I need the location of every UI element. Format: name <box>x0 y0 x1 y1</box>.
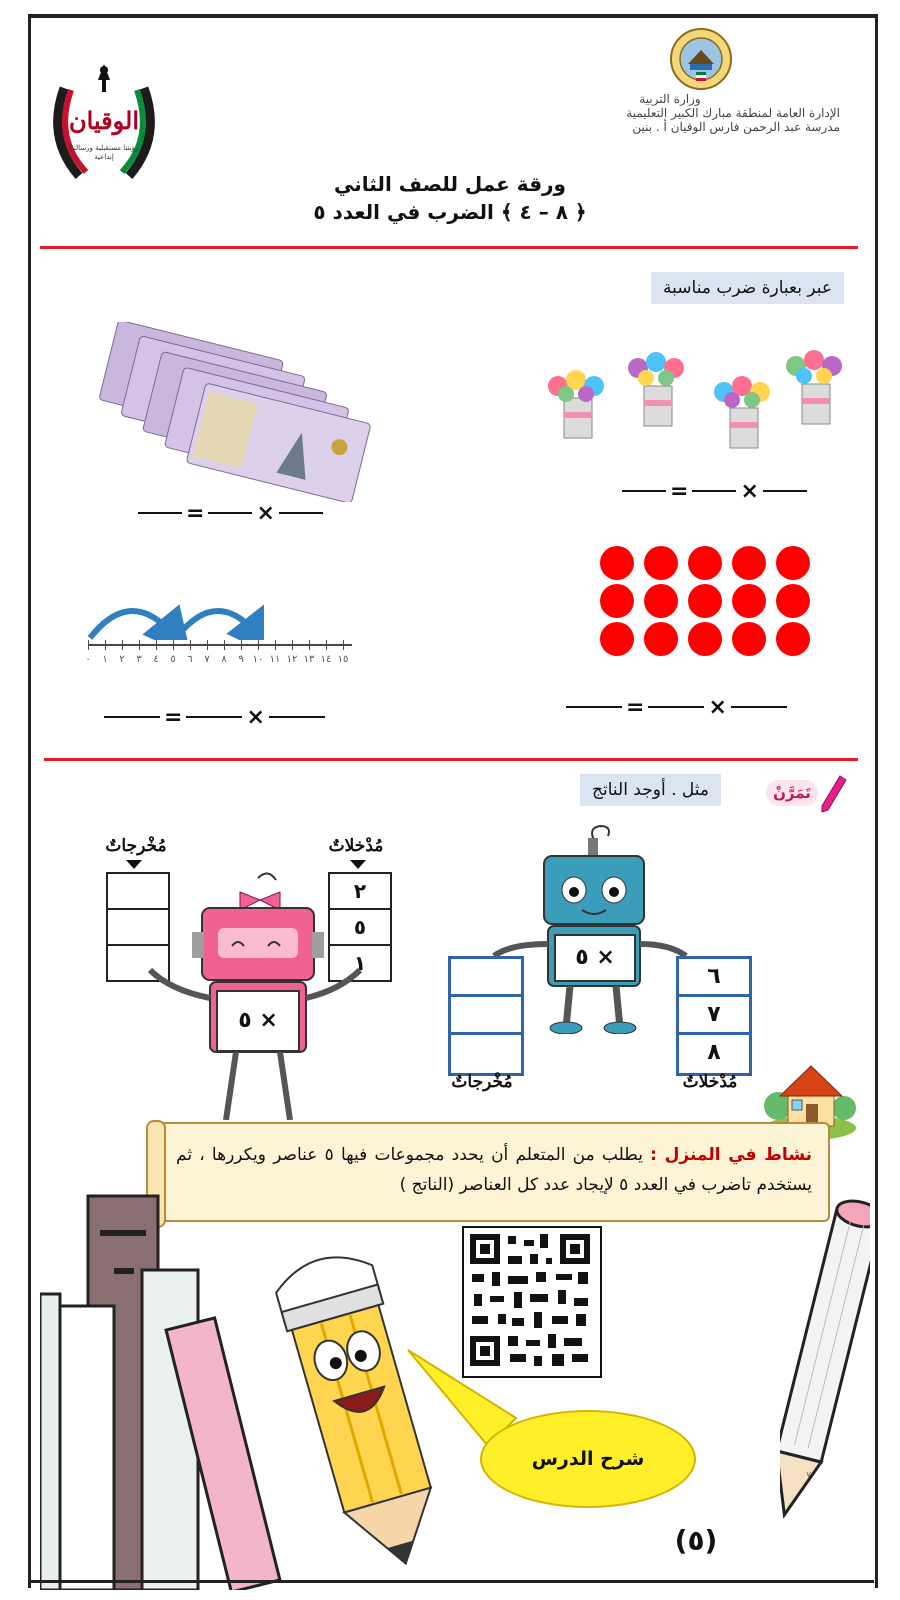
tick-label: ٤ <box>153 654 159 665</box>
blue-robot-panel <box>554 934 636 982</box>
input-cell: ٥ <box>330 910 390 946</box>
tick-label: ١٢ <box>286 654 298 665</box>
worksheet-title: ورقة عمل للصف الثاني <box>334 172 566 196</box>
times-sign: × <box>256 500 275 526</box>
arrow-down-icon <box>126 860 142 869</box>
tick <box>173 640 174 650</box>
kuwait-emblem <box>668 26 734 92</box>
red-dot <box>776 584 810 618</box>
ministry-line-2: الإدارة العامة لمنطقة مبارك الكبير التعليمية <box>626 106 840 120</box>
tick-label: ٥ <box>170 654 176 665</box>
tick-label: ١٤ <box>320 654 332 665</box>
right-inputs-label: مُدْخلاتٌ <box>682 1072 738 1092</box>
equation-dots <box>566 694 787 720</box>
tick <box>224 640 225 650</box>
school-logo <box>44 58 164 198</box>
pencil-number: ٧ <box>806 1470 812 1481</box>
tick-label: ١٠ <box>252 654 264 665</box>
page-number: (٥) <box>674 1524 718 1557</box>
input-cell: ٧ <box>679 997 749 1035</box>
practice-badge-label: تَمَرَّنْ <box>766 780 818 806</box>
red-dot <box>732 546 766 580</box>
section1-instruction: عبر بعبارة ضرب مناسبة <box>651 272 844 304</box>
red-dot <box>732 622 766 656</box>
equation-banknotes <box>138 500 323 526</box>
tick <box>241 640 242 650</box>
school-logo-subtext: رؤيتنا مستقبلية ورسالتنا إبداعية <box>69 144 139 161</box>
section-divider <box>44 758 858 761</box>
tick-label: ٠ <box>85 654 91 665</box>
answer-blank[interactable] <box>279 512 323 514</box>
input-cell: ١ <box>353 951 367 975</box>
equals-sign: = <box>186 500 205 526</box>
tick <box>326 640 327 650</box>
tick <box>88 640 89 650</box>
tick <box>139 640 140 650</box>
header-divider <box>40 246 858 249</box>
answer-blank[interactable] <box>731 706 787 708</box>
tick <box>190 640 191 650</box>
left-operation-label: × ٥ <box>238 1008 278 1033</box>
pink-robot <box>140 870 370 1120</box>
tick <box>292 640 293 650</box>
tick-label: ١ <box>102 654 108 665</box>
ministry-header <box>540 92 840 134</box>
red-dots-array <box>600 546 814 658</box>
number-line-jumps <box>84 590 264 640</box>
equals-sign: = <box>670 478 689 504</box>
tick-label: ١٣ <box>303 654 315 665</box>
output-cell[interactable] <box>451 959 521 997</box>
tick-label: ٦ <box>187 654 193 665</box>
tick-label: ٢ <box>119 654 125 665</box>
red-dot <box>600 584 634 618</box>
answer-blank[interactable] <box>648 706 704 708</box>
times-sign: × <box>740 478 759 504</box>
times-sign: × <box>246 704 265 730</box>
right-inputs-table <box>676 956 752 1076</box>
tick <box>275 640 276 650</box>
right-operation-label: × ٥ <box>575 945 615 970</box>
answer-blank[interactable] <box>208 512 252 514</box>
answer-blank[interactable] <box>104 716 160 718</box>
answer-blank[interactable] <box>269 716 325 718</box>
tick <box>156 640 157 650</box>
tick-label: ١١ <box>269 654 281 665</box>
tick-label: ٧ <box>204 654 210 665</box>
red-dot <box>688 622 722 656</box>
equals-sign: = <box>626 694 645 720</box>
pencil-illustration <box>780 1190 870 1530</box>
pink-robot-panel <box>216 990 300 1052</box>
red-dot <box>776 546 810 580</box>
input-cell: ٨ <box>707 1040 721 1065</box>
tick-label: ١٥ <box>337 654 349 665</box>
home-activity-text: يطلب من المتعلم أن يحدد مجموعات فيها ٥ عناصر ويكررها ، ثم يستخدم تاضرب في العدد ٥ لإيجاد عدد كل العناصر (الناتج ) <box>176 1145 812 1195</box>
red-dot <box>688 584 722 618</box>
answer-blank[interactable] <box>692 490 736 492</box>
red-dot <box>688 546 722 580</box>
output-cell[interactable] <box>451 997 521 1035</box>
left-outputs-label: مُخْرجاتٌ <box>105 836 167 856</box>
section2-instruction: مثل . أوجد الناتج <box>580 774 721 806</box>
times-sign: × <box>708 694 727 720</box>
home-activity-label: نشاط في المنزل : <box>650 1145 812 1165</box>
lesson-explanation-bubble[interactable] <box>480 1410 696 1508</box>
red-dot <box>600 546 634 580</box>
right-outputs-table <box>448 956 524 1076</box>
red-dot <box>776 622 810 656</box>
red-dot <box>732 584 766 618</box>
tick <box>309 640 310 650</box>
tick <box>207 640 208 650</box>
equation-lollipops <box>622 478 807 504</box>
input-cell: ٦ <box>679 959 749 997</box>
answer-blank[interactable] <box>138 512 182 514</box>
lesson-title: ﴿ ٨ – ٤ ﴾ الضرب في العدد ٥ <box>313 200 587 224</box>
arrow-down-icon <box>350 860 366 869</box>
ministry-line-3: مدرسة عبد الرحمن فارس الوقيان أ . بنين <box>632 120 840 134</box>
practice-badge <box>766 774 848 814</box>
tick-label: ٣ <box>136 654 142 665</box>
number-line <box>85 640 358 670</box>
number-line-axis <box>88 644 352 646</box>
answer-blank[interactable] <box>622 490 666 492</box>
pencil-icon <box>818 774 848 814</box>
red-dot <box>644 584 678 618</box>
red-dot <box>600 622 634 656</box>
right-outputs-label: مُخْرجاتٌ <box>451 1072 513 1092</box>
tick <box>343 640 344 650</box>
tick-label: ٨ <box>221 654 227 665</box>
tick-label: ٩ <box>238 654 244 665</box>
banknotes-image <box>80 322 400 502</box>
answer-blank[interactable] <box>763 490 807 492</box>
bubble-text: شرح الدرس <box>531 1448 645 1470</box>
lollipop-cups-image <box>540 348 860 458</box>
red-dot <box>644 622 678 656</box>
output-cell[interactable] <box>451 1035 521 1070</box>
ministry-line-1: وزارة التربية <box>639 92 701 106</box>
school-logo-text: الوقيان <box>68 106 140 135</box>
bottom-border <box>28 1580 874 1583</box>
answer-blank[interactable] <box>566 706 622 708</box>
red-dot <box>644 546 678 580</box>
input-cell: ٢ <box>330 874 390 910</box>
tick <box>258 640 259 650</box>
tick <box>105 640 106 650</box>
tick <box>122 640 123 650</box>
equals-sign: = <box>164 704 183 730</box>
answer-blank[interactable] <box>186 716 242 718</box>
left-inputs-label: مُدْخلاتٌ <box>328 836 384 856</box>
equation-number-line <box>104 704 325 730</box>
